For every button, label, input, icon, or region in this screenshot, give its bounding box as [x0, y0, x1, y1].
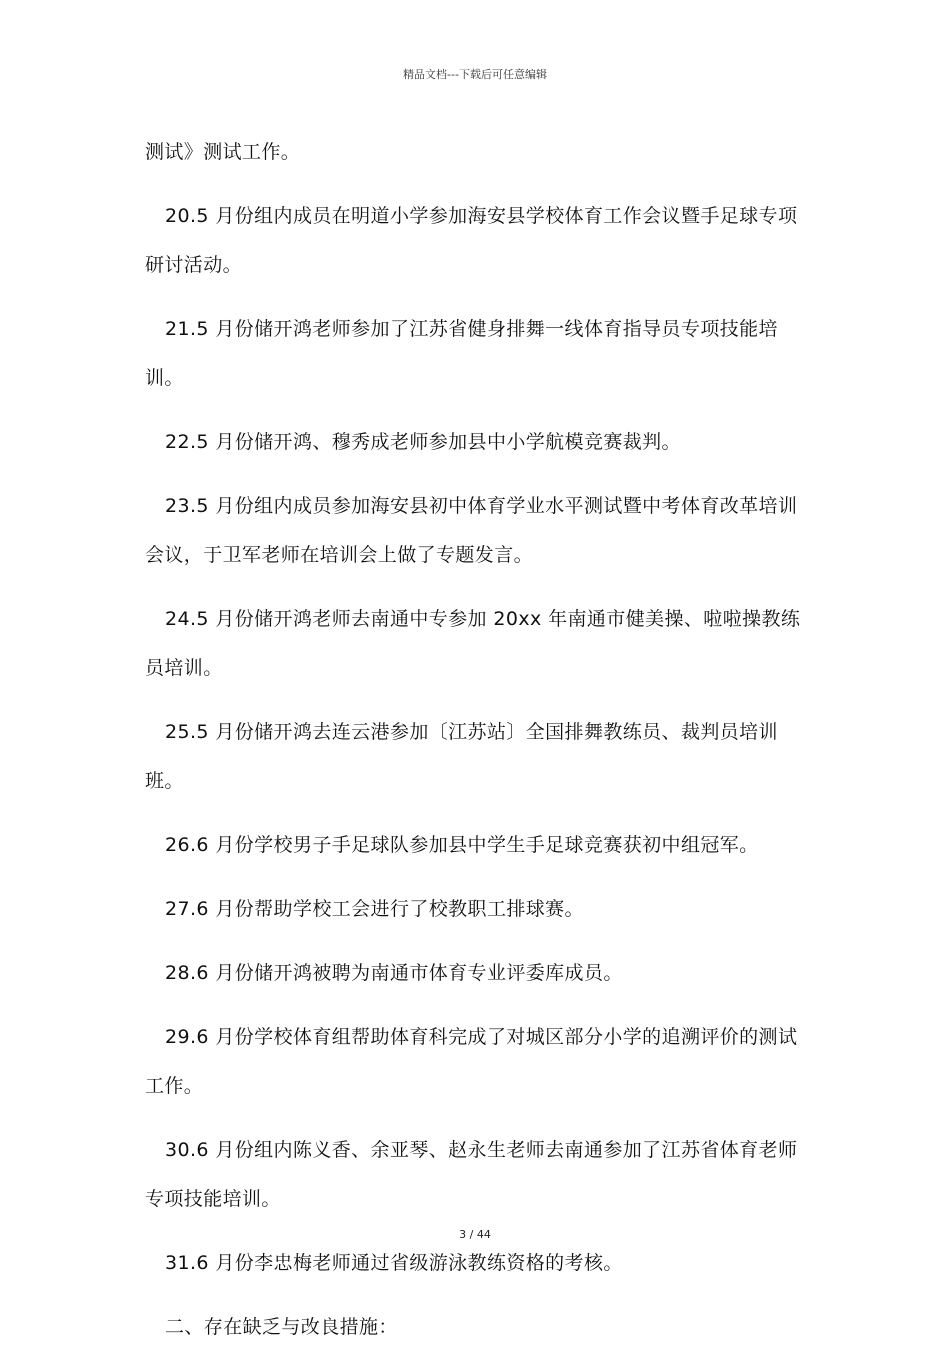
paragraph: 22.5 月份储开鸿、穆秀成老师参加县中小学航模竞赛裁判。: [165, 431, 681, 453]
paragraph: 28.6 月份储开鸿被聘为南通市体育专业评委库成员。: [165, 962, 623, 984]
paragraph: 20.5 月份组内成员在明道小学参加海安县学校体育工作会议暨手足球专项研讨活动。: [145, 205, 798, 276]
page-number: 3 / 44: [459, 1228, 491, 1241]
paragraph: 26.6 月份学校男子手足球队参加县中学生手足球竞赛获初中组冠军。: [165, 834, 759, 856]
paragraph: 31.6 月份李忠梅老师通过省级游泳教练资格的考核。: [165, 1252, 623, 1274]
paragraph: 测试》测试工作。: [145, 141, 301, 163]
paragraph: 30.6 月份组内陈义香、余亚琴、赵永生老师去南通参加了江苏省体育老师专项技能培训。: [145, 1139, 798, 1210]
paragraph: 21.5 月份储开鸿老师参加了江苏省健身排舞一线体育指导员专项技能培训。: [145, 318, 778, 389]
paragraph: 24.5 月份储开鸿老师去南通中专参加 20xx 年南通市健美操、啦啦操教练员培训。: [145, 608, 801, 679]
paragraph: 23.5 月份组内成员参加海安县初中体育学业水平测试暨中考体育改革培训会议，于卫军老师在培训会上做了专题发言。: [145, 495, 798, 566]
paragraph: 29.6 月份学校体育组帮助体育科完成了对城区部分小学的追溯评价的测试工作。: [145, 1026, 798, 1097]
paragraph: 27.6 月份帮助学校工会进行了校教职工排球赛。: [165, 898, 584, 920]
section-heading: 二、存在缺乏与改良措施：: [165, 1316, 398, 1338]
page-header: 精品文档---下载后可任意编辑: [403, 68, 547, 81]
paragraph: 25.5 月份储开鸿去连云港参加〔江苏站〕全国排舞教练员、裁判员培训班。: [145, 721, 778, 792]
document-body: [145, 128, 810, 1367]
